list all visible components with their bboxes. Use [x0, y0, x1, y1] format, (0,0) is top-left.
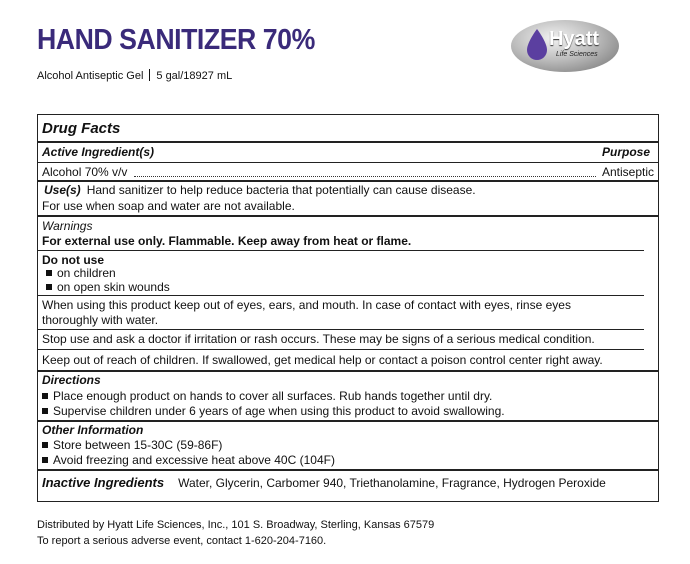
divider — [38, 370, 658, 372]
directions-text: Place enough product on hands to cover all surfaces. Rub hands together until dry. — [53, 389, 493, 403]
other-info-label: Other Information — [42, 423, 144, 437]
purpose-label: Purpose — [601, 145, 650, 159]
divider — [38, 469, 658, 471]
uses-section — [44, 183, 476, 197]
bullet-icon — [42, 408, 48, 414]
do-not-use-label: Do not use — [42, 253, 104, 267]
when-using-line-2: thoroughly with water. — [42, 313, 159, 327]
distributor-info: Distributed by Hyatt Life Sciences, Inc., 101 S. Broadway, Sterling, Kansas 67579 — [37, 519, 435, 531]
drug-facts-panel — [37, 114, 659, 502]
divider — [38, 295, 644, 296]
purpose: Antiseptic — [601, 165, 654, 179]
logo-name: Hyatt — [549, 28, 600, 50]
divider — [38, 180, 658, 182]
drug-facts-heading: Drug Facts — [42, 120, 121, 137]
divider — [149, 69, 150, 81]
divider — [38, 141, 658, 143]
do-not-use-item — [46, 280, 170, 294]
drop-icon — [525, 28, 549, 62]
brand-logo — [511, 20, 619, 72]
uses-text: Hand sanitizer to help reduce bacteria that potentially can cause disease. — [86, 183, 476, 197]
bullet-icon — [46, 284, 52, 290]
divider — [38, 329, 644, 330]
other-info-item — [42, 453, 335, 467]
product-subtitle — [37, 69, 232, 82]
inactive-section — [42, 475, 606, 490]
active-ingredient-label: Active Ingredient(s) — [42, 145, 155, 159]
product-title: HAND SANITIZER 70% — [37, 24, 315, 56]
bullet-icon — [42, 393, 48, 399]
logo-tagline: Life Sciences — [556, 51, 598, 58]
do-not-use-text: on open skin wounds — [57, 280, 170, 294]
inactive-label: Inactive Ingredients — [42, 475, 165, 490]
divider — [38, 162, 658, 163]
uses-label: Use(s) — [44, 183, 81, 197]
do-not-use-item — [46, 266, 116, 280]
active-ingredient: Alcohol 70% v/v — [42, 165, 128, 179]
divider — [38, 250, 644, 251]
other-info-text: Store between 15-30C (59-86F) — [53, 438, 223, 452]
product-type: Alcohol Antiseptic Gel — [37, 70, 144, 82]
other-info-item — [42, 438, 222, 452]
other-info-text: Avoid freezing and excessive heat above 40C (104F) — [53, 453, 335, 467]
inactive-text: Water, Glycerin, Carbomer 940, Triethanolamine, Fragrance, Hydrogen Peroxide — [178, 476, 606, 490]
directions-label: Directions — [42, 373, 101, 387]
directions-text: Supervise children under 6 years of age when using this product to avoid swallowing. — [53, 404, 505, 418]
uses-text-2: For use when soap and water are not available. — [42, 199, 295, 213]
product-size: 5 gal/18927 mL — [156, 70, 233, 82]
divider — [38, 215, 658, 217]
directions-item — [42, 389, 492, 403]
do-not-use-text: on children — [57, 266, 116, 280]
keep-out-text: Keep out of reach of children. If swallowed, get medical help or contact a poison control center right away. — [42, 353, 603, 367]
divider — [38, 349, 644, 350]
bullet-icon — [42, 457, 48, 463]
divider — [38, 420, 658, 422]
stop-use-text: Stop use and ask a doctor if irritation or rash occurs. These may be signs of a serious medical condition. — [42, 332, 595, 346]
when-using-line-1: When using this product keep out of eyes, ears, and mouth. In case of contact with eyes, rinse eyes — [42, 298, 571, 312]
bullet-icon — [46, 270, 52, 276]
warnings-label: Warnings — [42, 219, 93, 233]
directions-item — [42, 404, 505, 418]
leader-dots — [134, 176, 596, 177]
bullet-icon — [42, 442, 48, 448]
adverse-event-contact: To report a serious adverse event, contact 1-620-204-7160. — [37, 535, 327, 547]
warnings-text: For external use only. Flammable. Keep away from heat or flame. — [42, 234, 412, 248]
